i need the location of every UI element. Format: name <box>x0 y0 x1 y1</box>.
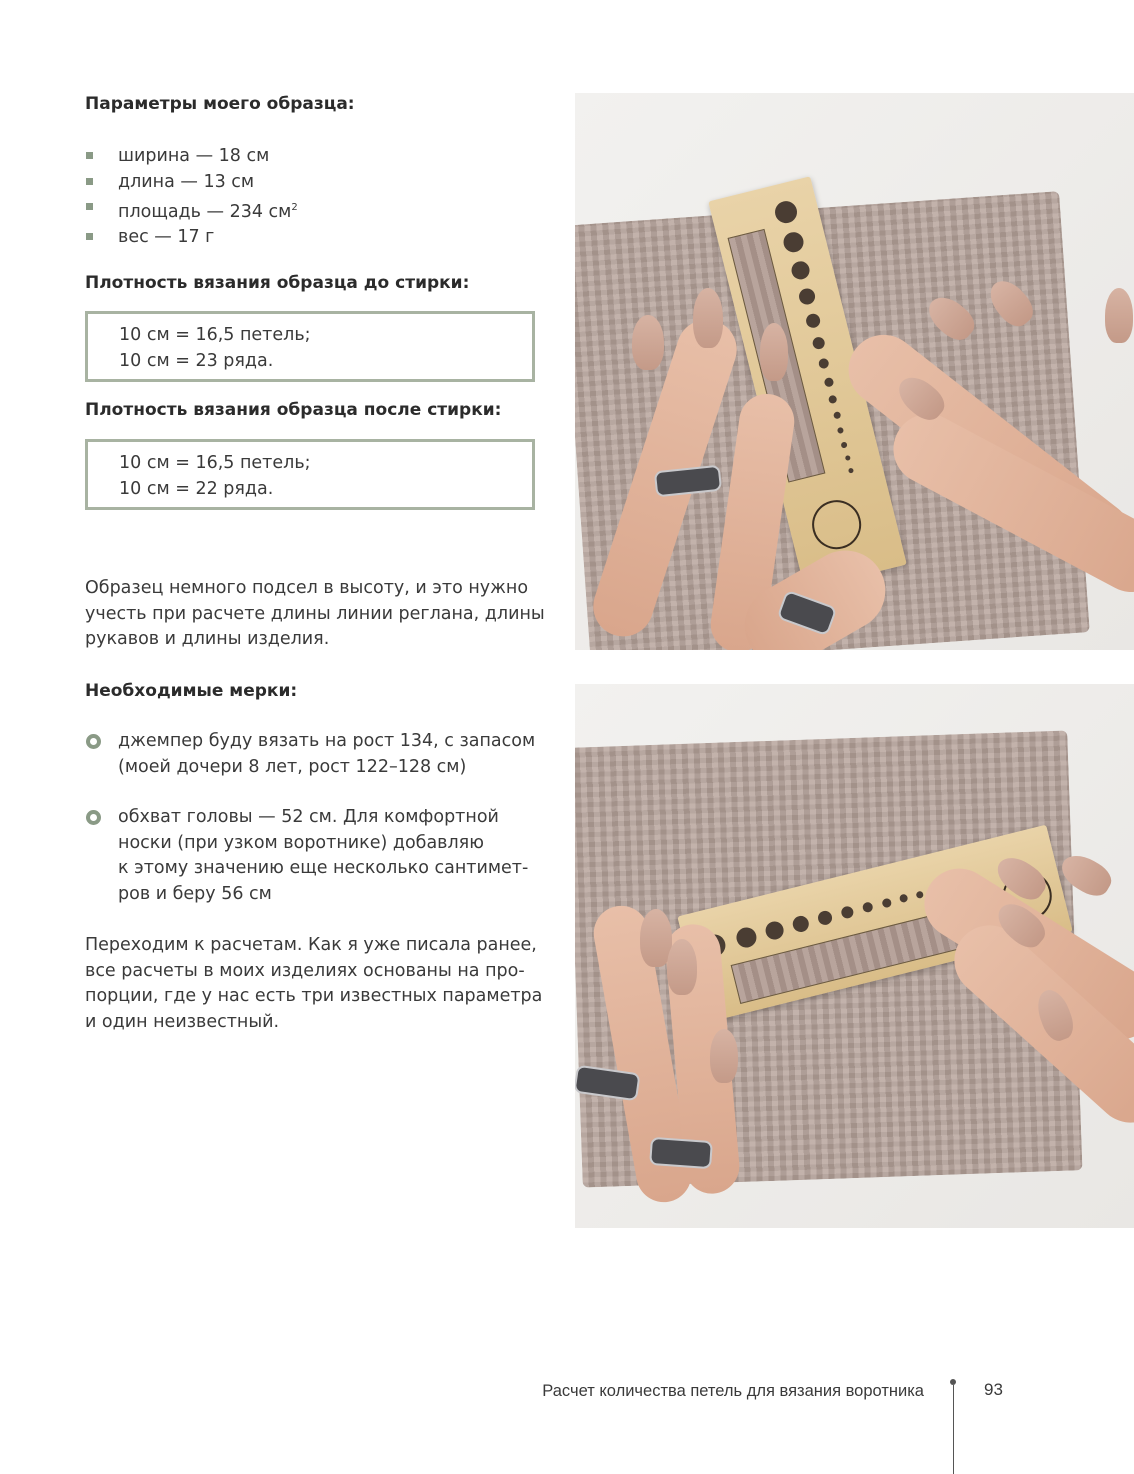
params-heading: Параметры моего образца: <box>85 94 355 114</box>
running-footer-title: Расчет количества петель для вязания воротника <box>542 1382 924 1400</box>
measurements-heading: Необходимые мерки: <box>85 681 298 701</box>
params-list <box>85 144 298 251</box>
ring <box>649 1137 713 1169</box>
list-item: длина — 13 см <box>85 170 298 196</box>
note-paragraph <box>85 576 555 653</box>
circle-bullet-icon <box>86 810 101 825</box>
footer-divider-line <box>953 1385 954 1474</box>
note-line: учесть при расчете длины линии реглана, длины <box>85 603 545 624</box>
square-bullet-icon <box>86 203 93 210</box>
list-item: ширина — 18 см <box>85 144 298 170</box>
after-wash-box <box>85 439 535 510</box>
measurement-line: к этому значению еще несколько сантимет- <box>118 858 529 878</box>
note-line: Образец немного подсел в высоту, и это нужно <box>85 578 529 598</box>
before-wash-heading: Плотность вязания образца до стирки: <box>85 273 470 293</box>
measurement-line: носки (при узком воротнике) добавляю <box>118 832 484 853</box>
closing-line: и один неизвестный. <box>85 1011 280 1032</box>
photo-gauge-horizontal <box>575 684 1134 1228</box>
area-superscript: 2 <box>291 202 298 213</box>
after-wash-heading: Плотность вязания образца после стирки: <box>85 400 502 420</box>
before-wash-stitches: 10 см = 16,5 петель; <box>119 325 311 345</box>
list-item: вес — 17 г <box>85 225 298 251</box>
after-wash-stitches: 10 см = 16,5 петель; <box>119 453 311 473</box>
closing-paragraph <box>85 933 555 1035</box>
page-number: 93 <box>984 1380 1003 1399</box>
closing-line: порции, где у нас есть три известных параметра <box>85 986 543 1006</box>
closing-line: Переходим к расчетам. Как я уже писала ранее, <box>85 935 537 955</box>
nail <box>1105 288 1133 343</box>
square-bullet-icon <box>86 178 93 185</box>
square-bullet-icon <box>86 152 93 159</box>
measurement-line: (моей дочери 8 лет, рост 122–128 см) <box>118 756 467 777</box>
measurement-line: обхват головы — 52 см. Для комфортной <box>118 807 499 827</box>
square-bullet-icon <box>86 233 93 240</box>
after-wash-rows: 10 см = 22 ряда. <box>119 479 274 499</box>
nail <box>760 323 788 381</box>
before-wash-rows: 10 см = 23 ряда. <box>119 351 274 371</box>
measurement-item <box>85 729 555 780</box>
measurement-item <box>85 805 555 907</box>
photo-gauge-vertical <box>575 93 1134 650</box>
circle-bullet-icon <box>86 734 101 749</box>
nail <box>667 939 697 995</box>
nail <box>693 288 723 348</box>
before-wash-box <box>85 311 535 382</box>
measurement-line: ров и беру 56 см <box>118 883 272 904</box>
note-line: рукавов и длины изделия. <box>85 629 330 649</box>
nail <box>710 1029 738 1083</box>
list-item: площадь — 234 $см^2$ <box>85 195 298 225</box>
closing-line: все расчеты в моих изделиях основаны на про- <box>85 960 525 981</box>
nail <box>632 315 664 370</box>
measurement-line: джемпер буду вязать на рост 134, с запасом <box>118 731 536 751</box>
